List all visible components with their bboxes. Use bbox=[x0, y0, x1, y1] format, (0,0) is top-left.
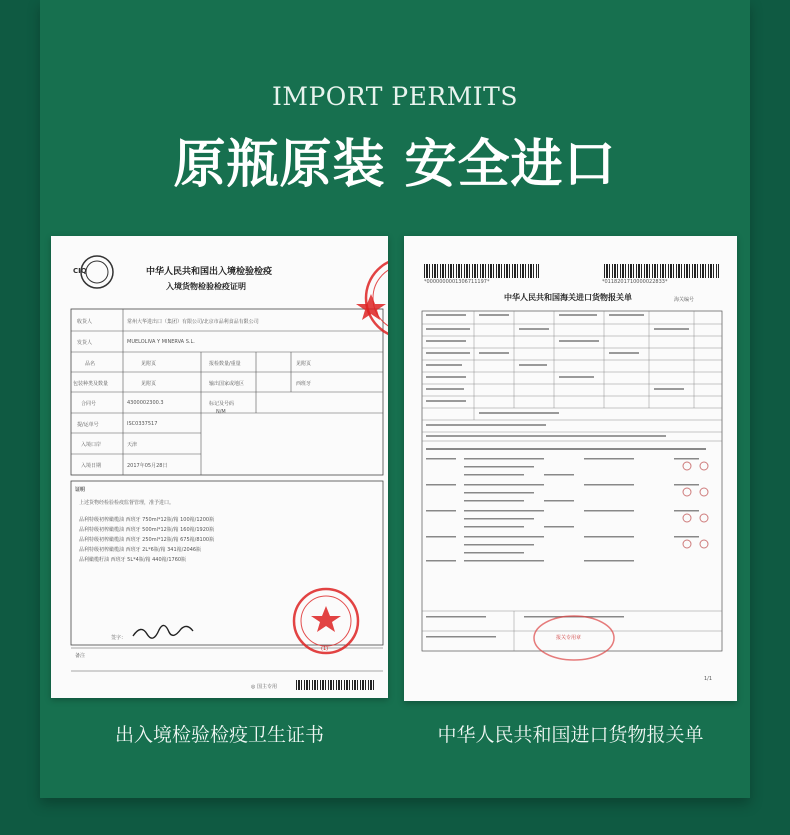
footer-note: ◎ 国主专用 bbox=[251, 684, 277, 690]
row-label-packaging: 包装种类及数量 bbox=[73, 381, 109, 387]
right-value-quantity: 见附页 bbox=[296, 361, 312, 367]
cert-section-label: 证明 bbox=[75, 487, 86, 493]
right-label-origin: 输出国家或地区 bbox=[209, 381, 245, 387]
customs-declaration-image bbox=[404, 236, 737, 701]
ciq-logo-text: CIQ bbox=[73, 267, 87, 275]
row-label-bill: 提/运单号 bbox=[77, 422, 99, 428]
row-label-consignee: 收货人 bbox=[77, 319, 93, 325]
cert-line: 品利特级初榨橄榄油 西班牙 2L*6瓶/箱 341箱/2046瓶 bbox=[79, 547, 202, 553]
cert-line: 品利特级初榨橄榄油 西班牙 750ml*12瓶/箱 100箱/1200瓶 bbox=[79, 517, 215, 523]
certificate-barcode bbox=[296, 680, 376, 690]
declaration-subheading: 海关编号 bbox=[674, 297, 695, 303]
row-label-port: 入境口岸 bbox=[81, 442, 102, 448]
row-label-contract: 合同号 bbox=[81, 401, 97, 407]
right-value-marks: N/M bbox=[216, 409, 226, 415]
row-value-packaging: 见附页 bbox=[141, 381, 157, 387]
certificate-subheading: 入境货物检验检疫证明 bbox=[166, 282, 246, 291]
section-subtitle: IMPORT PERMITS bbox=[272, 82, 518, 111]
barcode-left-number: *0000000001306711197* bbox=[424, 279, 490, 285]
row-label-product: 品名 bbox=[85, 361, 96, 367]
row-value-contract: 4300002300.3 bbox=[127, 400, 164, 406]
cert-line: 品利橄榄籽油 西班牙 5L*4瓶/箱 440箱/1760瓶 bbox=[79, 557, 187, 563]
caption-customs-declaration: 中华人民共和国进口货物报关单 bbox=[437, 724, 704, 746]
cert-line: 上述货物经检验检疫监督管理，准予进口。 bbox=[79, 500, 175, 506]
signature-label: 签字： bbox=[111, 635, 127, 641]
cert-line: 品利特级初榨橄榄油 西班牙 250ml*12瓶/箱 675箱/8100瓶 bbox=[79, 537, 215, 543]
barcode-right-number: *0118201710000022833* bbox=[602, 279, 668, 285]
row-value-port: 天津 bbox=[127, 442, 138, 448]
row-value-product: 见附页 bbox=[141, 361, 157, 367]
declaration-heading: 中华人民共和国海关进口货物报关单 bbox=[504, 293, 632, 302]
right-value-origin: 西班牙 bbox=[296, 381, 312, 387]
row-value-consignor: MUELOLIVA Y MINERVA S.L. bbox=[127, 339, 195, 345]
declaration-form-lines bbox=[404, 236, 737, 701]
customs-stamp-text: 报关专用章 bbox=[556, 635, 582, 641]
row-value-consignee: 常州大华进出口（集团）有限公司/北京市品利食品有限公司 bbox=[127, 319, 259, 325]
certificate-heading: 中华人民共和国出入境检验检疫 bbox=[146, 267, 273, 277]
quarantine-certificate-image bbox=[51, 236, 388, 698]
right-label-quantity: 报检数量/重量 bbox=[209, 361, 241, 367]
row-label-date: 入境日期 bbox=[81, 463, 102, 469]
cert-line: 品利特级初榨橄榄油 西班牙 500ml*12瓶/箱 160箱/1920瓶 bbox=[79, 527, 215, 533]
section-title: 原瓶原装 安全进口 bbox=[173, 135, 617, 195]
caption-quarantine-certificate: 出入境检验检疫卫生证书 bbox=[114, 724, 324, 746]
certificate-form-lines bbox=[51, 236, 388, 698]
row-label-consignor: 发货人 bbox=[77, 340, 93, 346]
row-value-date: 2017年05月28日 bbox=[127, 463, 168, 469]
remark-label: 备注 bbox=[75, 653, 86, 659]
right-label-marks: 标记及号码 bbox=[209, 401, 235, 407]
stamp-number: (1) bbox=[321, 646, 329, 652]
row-value-bill: ISC0337517 bbox=[127, 421, 158, 427]
page-number: 1/1 bbox=[704, 676, 713, 682]
